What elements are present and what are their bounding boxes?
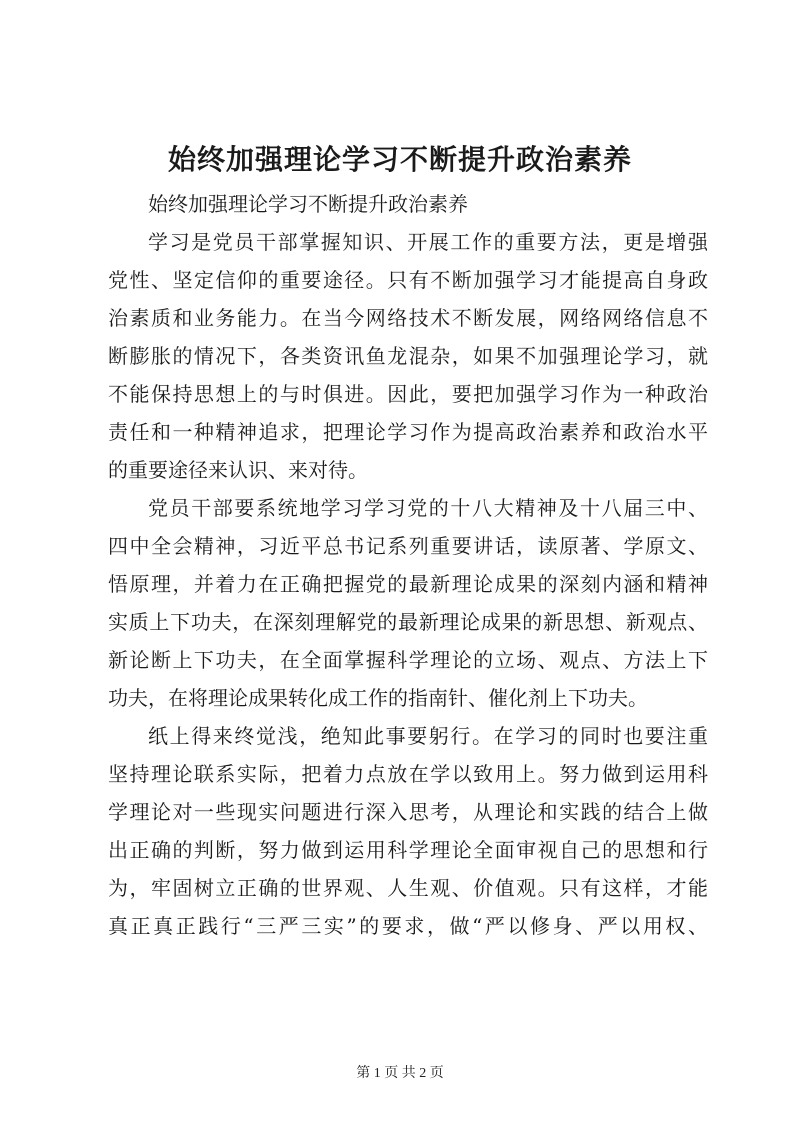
paragraph-line: 真正真正践行“三严三实”的要求，做“严以修身、严以用权、 — [108, 914, 708, 938]
paragraph-line: 党员干部要系统地学习学习党的十八大精神及十八届三中、 — [148, 496, 708, 520]
paragraph-line: 功夫，在将理论成果转化成工作的指南针、催化剂上下功夫。 — [108, 686, 648, 710]
paragraph-line: 纸上得来终觉浅，绝知此事要躬行。在学习的同时也要注重 — [148, 724, 708, 748]
paragraph-line: 治素质和业务能力。在当今网络技术不断发展，网络网络信息不 — [108, 306, 708, 330]
paragraph-line: 断膨胀的情况下，各类资讯鱼龙混杂，如果不加强理论学习，就 — [108, 344, 708, 368]
paragraph-line: 党性、坚定信仰的重要途径。只有不断加强学习才能提高自身政 — [108, 268, 708, 292]
paragraph-2 — [108, 489, 708, 717]
paragraph-3 — [108, 717, 708, 945]
paragraph-line: 坚持理论联系实际，把着力点放在学以致用上。努力做到运用科 — [108, 762, 708, 786]
document-title: 始终加强理论学习不断提升政治素养 — [167, 143, 632, 176]
paragraph-line: 新论断上下功夫，在全面掌握科学理论的立场、观点、方法上下 — [108, 648, 708, 672]
paragraph-line: 的重要途径来认识、来对待。 — [108, 458, 368, 482]
paragraph-line: 为，牢固树立正确的世界观、人生观、价值观。只有这样，才能 — [108, 876, 708, 900]
paragraph-1 — [108, 223, 708, 489]
paragraph-line: 学习是党员干部掌握知识、开展工作的重要方法，更是增强 — [148, 230, 708, 254]
document-subtitle: 始终加强理论学习不断提升政治素养 — [148, 192, 468, 216]
paragraph-line: 悟原理，并着力在正确把握党的最新理论成果的深刻内涵和精神 — [108, 572, 708, 596]
document-body — [108, 185, 708, 945]
paragraph-line: 出正确的判断，努力做到运用科学理论全面审视自己的思想和行 — [108, 838, 708, 862]
page-footer: 第 1 页 共 2 页 — [356, 1066, 444, 1081]
paragraph-line: 责任和一种精神追求，把理论学习作为提高政治素养和政治水平 — [108, 420, 708, 444]
paragraph-line: 实质上下功夫，在深刻理解党的最新理论成果的新思想、新观点、 — [108, 610, 708, 634]
paragraph-line: 学理论对一些现实问题进行深入思考，从理论和实践的结合上做 — [108, 800, 708, 824]
paragraph-line: 不能保持思想上的与时俱进。因此，要把加强学习作为一种政治 — [108, 382, 708, 406]
paragraph-line: 四中全会精神，习近平总书记系列重要讲话，读原著、学原文、 — [108, 534, 708, 558]
